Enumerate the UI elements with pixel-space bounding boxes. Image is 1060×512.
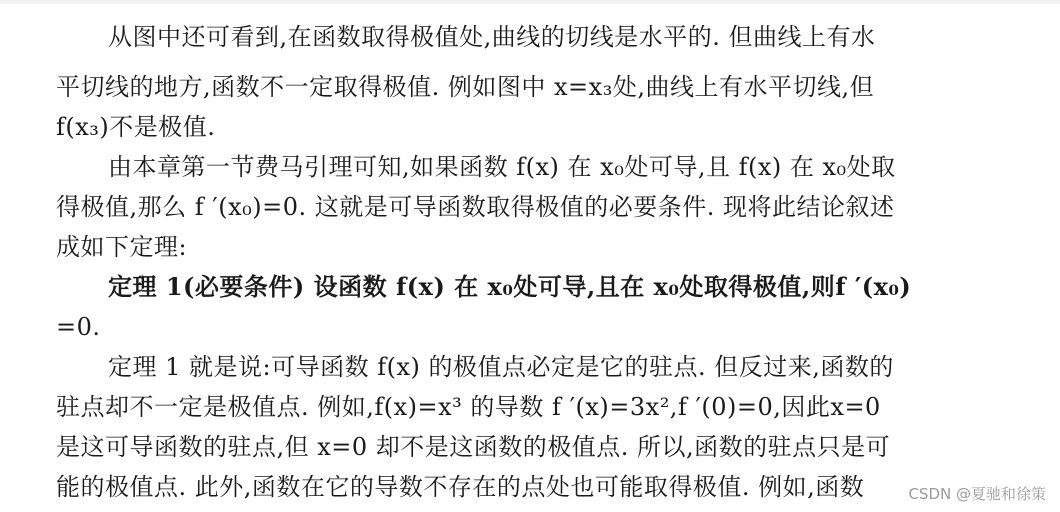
text-line-11: 是这可导函数的驻点,但 x=0 却不是这函数的极值点. 所以,函数的驻点只是可 (56, 433, 891, 461)
text-line-4: 由本章第一节费马引理可知,如果函数 f(x) 在 x₀处可导,且 f(x) 在 x₀处取 (108, 153, 896, 181)
text-line-2: 平切线的地方,函数不一定取得极值. 例如图中 x=x₃处,曲线上有水平切线,但 (56, 73, 875, 101)
text-line-12: 能的极值点. 此外,函数在它的导数不存在的点处也可能取得极值. 例如,函数 (56, 473, 865, 501)
top-border (0, 0, 1060, 4)
text-line-1: 从图中还可看到,在函数取得极值处,曲线的切线是水平的. 但曲线上有水 (108, 23, 876, 51)
text-line-5: 得极值,那么 f ′(x₀)=0. 这就是可导函数取得极值的必要条件. 现将此结论叙述 (56, 193, 895, 221)
text-line-10: 驻点却不一定是极值点. 例如,f(x)=x³ 的导数 f ′(x)=3x²,f ′(0)=0,因此x=0 (56, 393, 881, 421)
text-line-9: 定理 1 就是说:可导函数 f(x) 的极值点必定是它的驻点. 但反过来,函数的 (108, 353, 894, 381)
text-line-6: 成如下定理: (56, 233, 188, 261)
theorem-1-line-2: =0. (56, 313, 101, 341)
text-line-3: f(x₃)不是极值. (56, 113, 216, 141)
watermark: CSDN @夏驰和徐策 (908, 485, 1046, 503)
theorem-1-line-1: 定理 1(必要条件) 设函数 f(x) 在 x₀处可导,且在 x₀处取得极值,则f ′(x₀) (108, 272, 912, 301)
